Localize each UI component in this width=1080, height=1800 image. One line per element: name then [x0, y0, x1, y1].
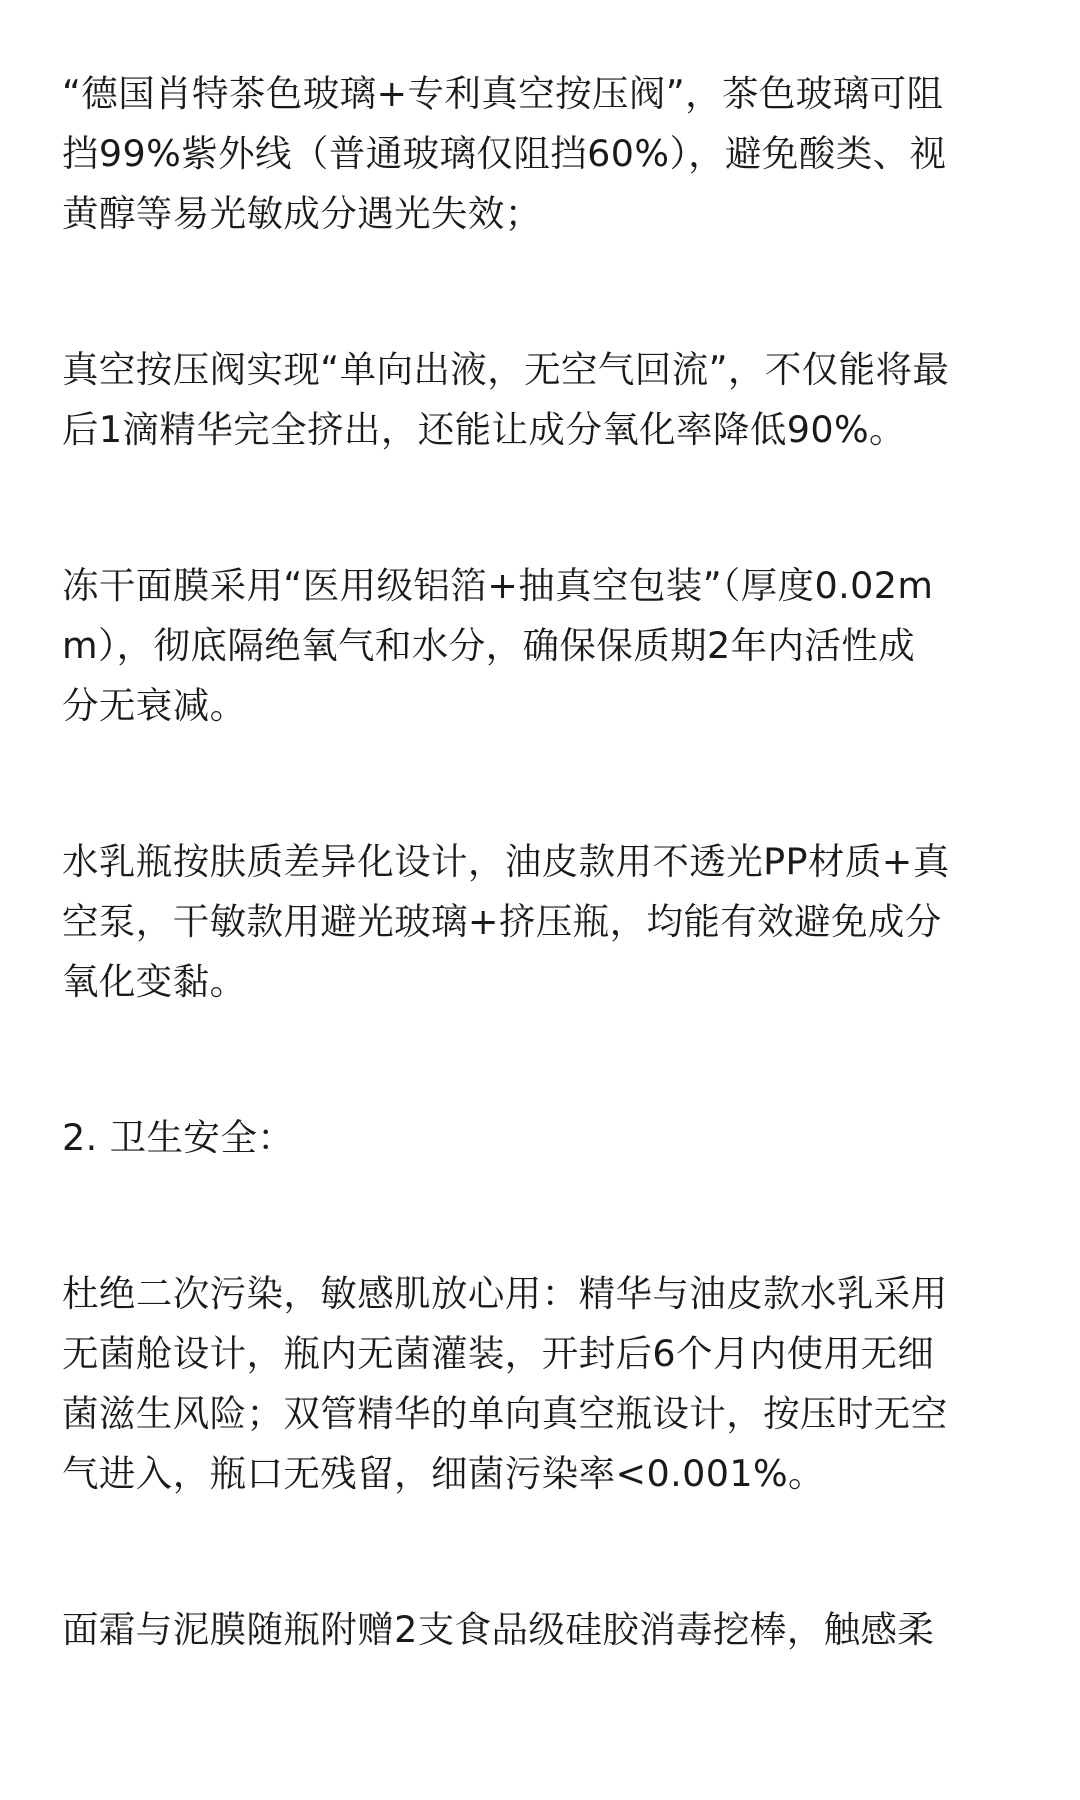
paragraph-spacer [62, 1012, 1022, 1108]
text-line: 菌滋生风险；双管精华的单向真空瓶设计，按压时无空 [62, 1392, 948, 1435]
text-line: 分无衰减。 [62, 684, 247, 727]
text-line: 空泵，干敏款用避光玻璃+挤压瓶，均能有效避免成分 [62, 900, 942, 943]
paragraph-spacer [62, 244, 1022, 340]
text-line: 水乳瓶按肤质差异化设计，油皮款用不透光PP材质+真 [62, 840, 950, 883]
paragraph-spacer [62, 736, 1022, 832]
paragraph-spacer [62, 1504, 1022, 1600]
text-line: 无菌舱设计，瓶内无菌灌装，开封后6个月内使用无细 [62, 1332, 935, 1375]
text-line: 真空按压阀实现“单向出液，无空气回流”，不仅能将最 [62, 348, 950, 391]
text-line: 面霜与泥膜随瓶附赠2支食品级硅胶消毒挖棒，触感柔 [62, 1608, 935, 1651]
text-line: 氧化变黏。 [62, 960, 247, 1003]
paragraph-spacer [62, 460, 1022, 556]
text-line: 挡99%紫外线（普通玻璃仅阻挡60%），避免酸类、视 [62, 132, 947, 175]
text-line: m），彻底隔绝氧气和水分，确保保质期2年内活性成 [62, 624, 916, 667]
article-content [62, 64, 1022, 1680]
paragraph-vacuum-valve [62, 340, 1022, 460]
paragraph-freeze-dried-mask [62, 556, 1022, 736]
text-line: 后1滴精华完全挤出，还能让成分氧化率降低90%。 [62, 408, 906, 451]
section-heading-hygiene [62, 1108, 1022, 1168]
paragraph-spatula [62, 1600, 1022, 1660]
paragraph-lotion-bottle [62, 832, 1022, 1012]
text-line: 黄醇等易光敏成分遇光失效； [62, 192, 542, 235]
paragraph-spacer [62, 1168, 1022, 1264]
text-line: 2. 卫生安全： [62, 1116, 295, 1159]
text-line: 冻干面膜采用“医用级铝箔+抽真空包装”（厚度0.02m [62, 564, 934, 607]
text-line: 杜绝二次污染，敏感肌放心用：精华与油皮款水乳采用 [62, 1272, 948, 1315]
text-line: 气进入，瓶口无残留，细菌污染率<0.001%。 [62, 1452, 825, 1495]
paragraph-spacer [62, 1660, 1022, 1680]
paragraph-brown-glass [62, 64, 1022, 244]
text-line: “德国肖特茶色玻璃+专利真空按压阀”，茶色玻璃可阻 [62, 72, 944, 115]
paragraph-contamination [62, 1264, 1022, 1504]
